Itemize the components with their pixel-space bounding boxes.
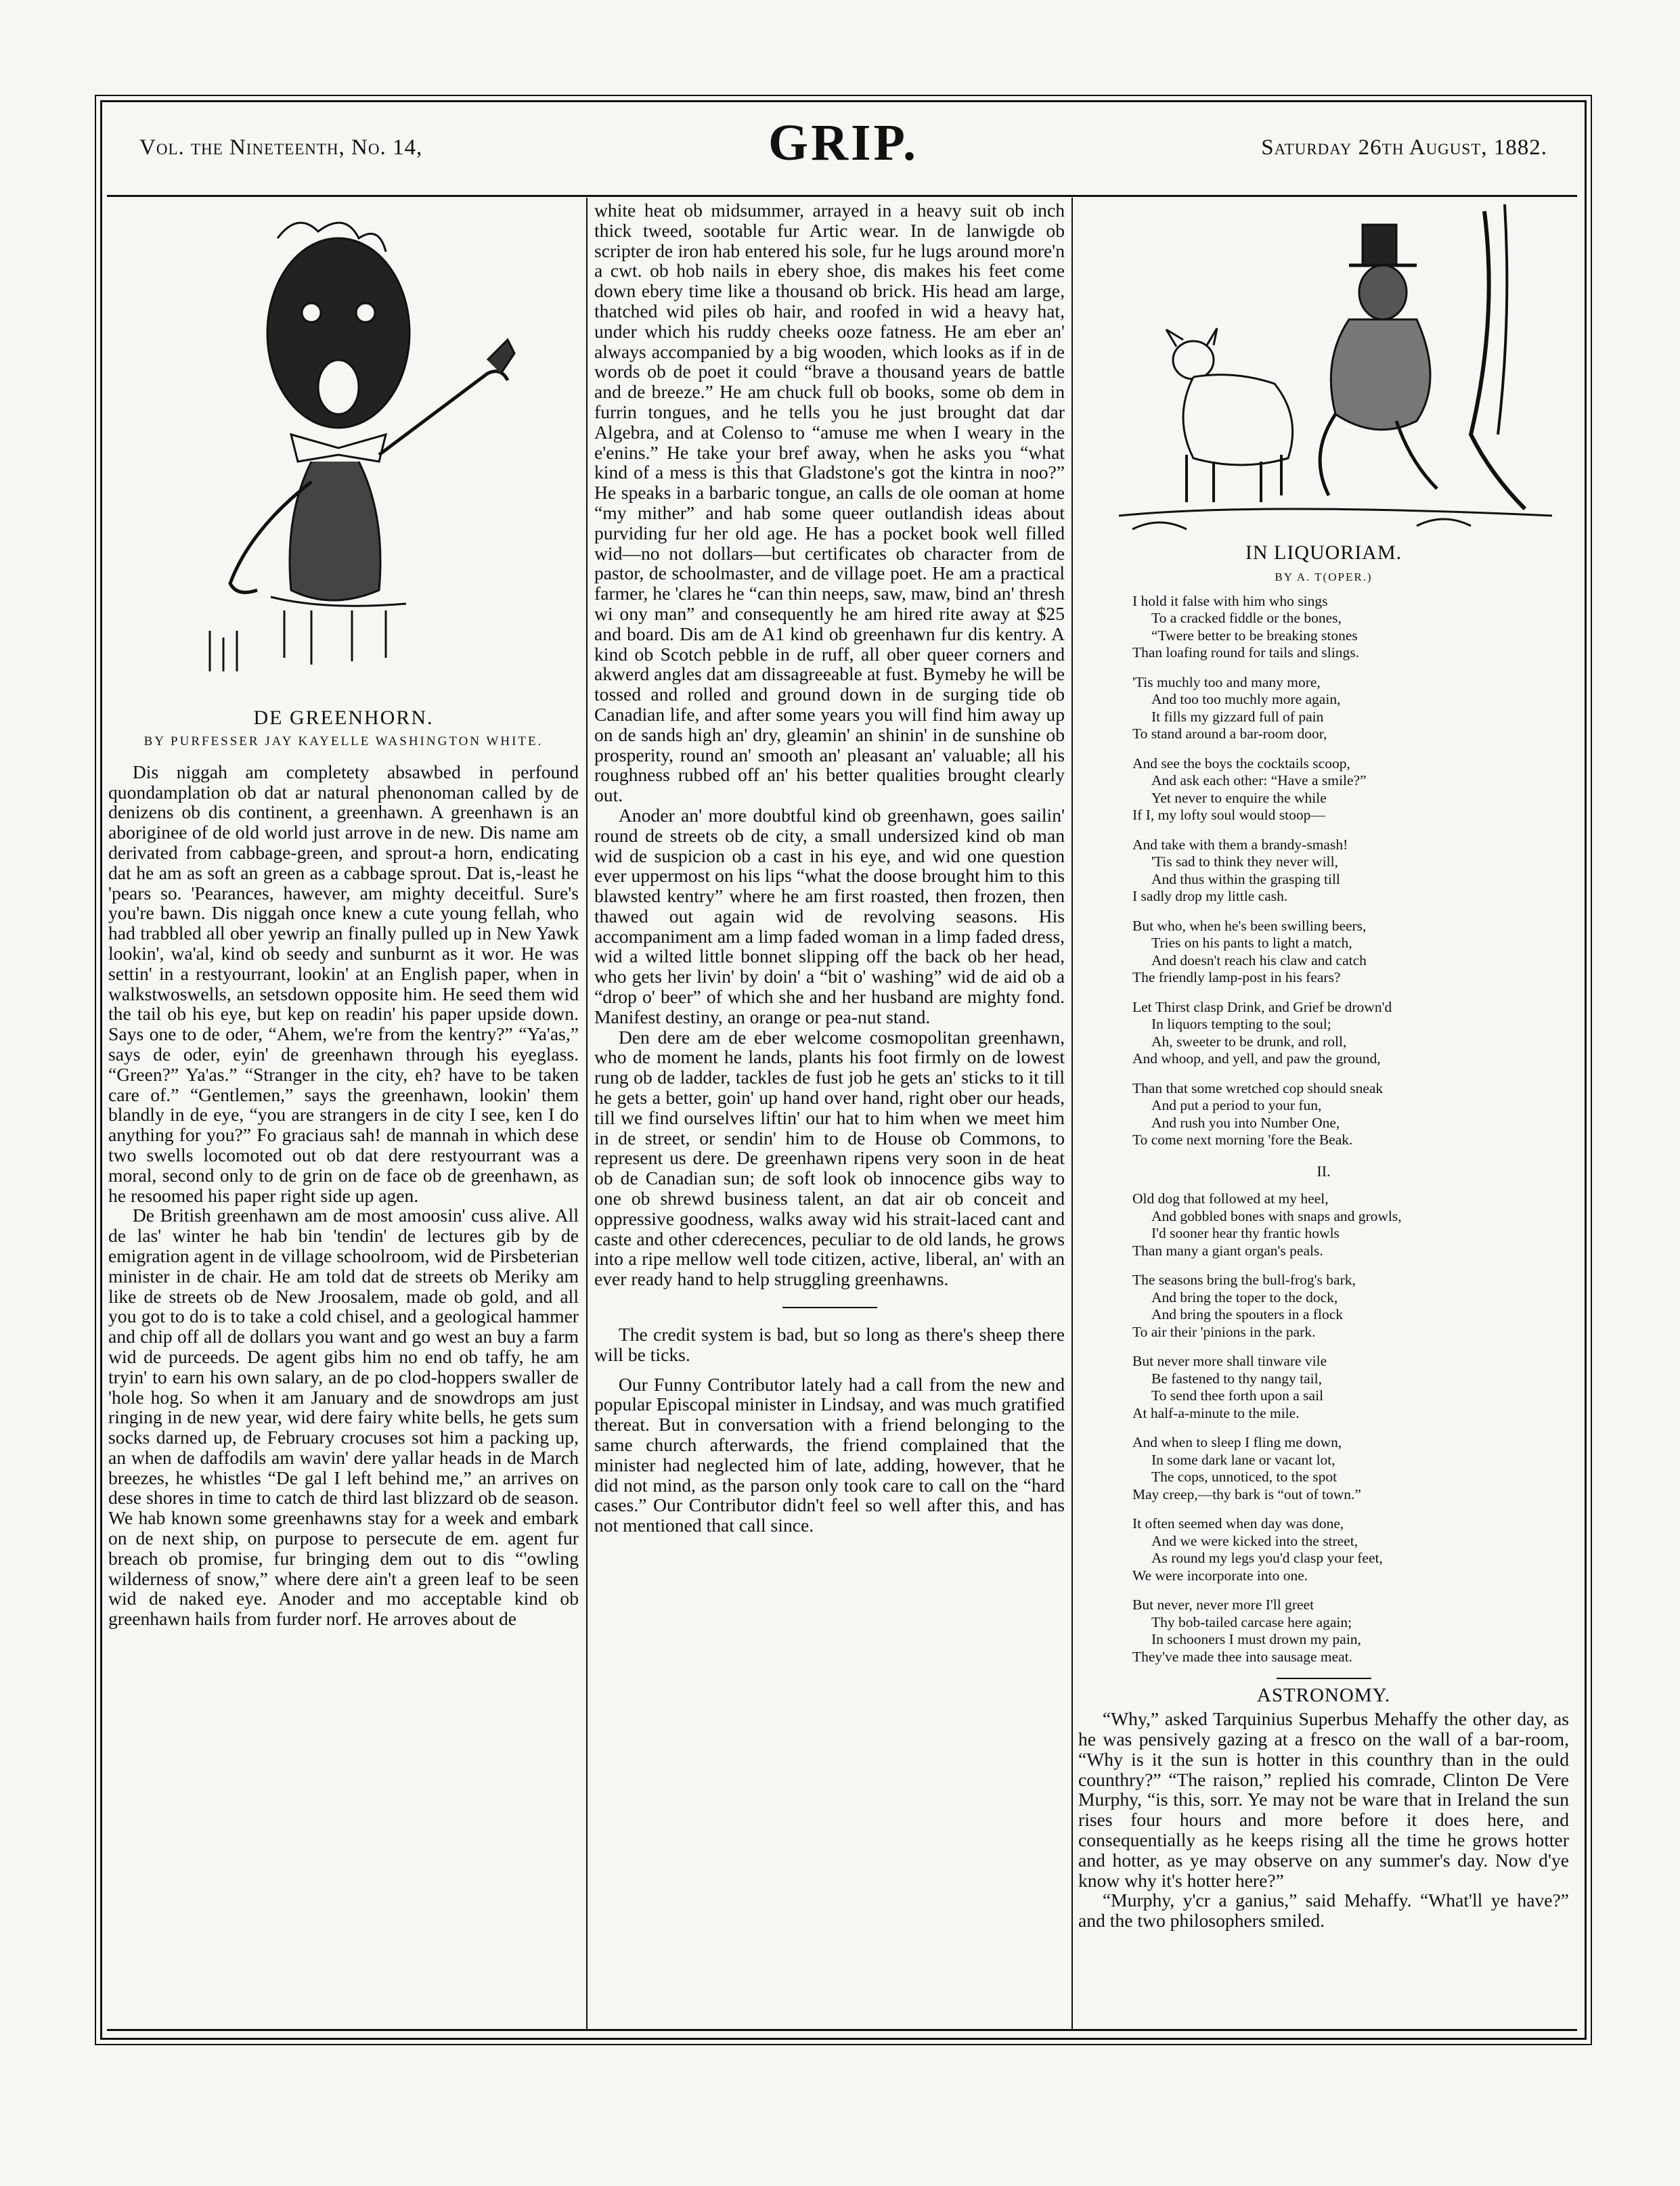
- article-paragraph: “Murphy, y'cr a ganius,” said Mehaffy. “What'll ye have?” and the two philosophers smiled.: [1078, 1890, 1569, 1932]
- poem-line: 'Tis muchly too and many more,: [1132, 673, 1321, 690]
- poem-line: In some dark lane or vacant lot,: [1151, 1451, 1335, 1468]
- poem-line: And put a period to your fun,: [1151, 1097, 1322, 1114]
- poem-line: And doesn't reach his claw and catch: [1151, 952, 1367, 968]
- poem-line: And whoop, and yell, and paw the ground,: [1132, 1050, 1381, 1067]
- poem-line: And too too muchly more again,: [1151, 691, 1341, 708]
- article-paragraph: “Why,” asked Tarquinius Superbus Mehaffy the other day, as he was pensively gazing at a fresco on the wall of a bar-room, “Why is it the sun is hotter in this counthry than in the ould counthry?” “The raison,” replied his comrade, Clinton De Vere Murphy, “is this, sorr. Ye may not be ware that in Ireland the sun rises four hours and more before it does here, and consequentially as he keeps rising all the time he grows hotter and hotter, as ye may observe on any summer's day. Now d'ye know why it's hotter here?”: [1078, 1708, 1569, 1891]
- column-1: [108, 198, 579, 1629]
- poem-stanza: [1132, 1080, 1569, 1149]
- poem-line: And rush you into Number One,: [1151, 1114, 1340, 1131]
- poem-stanza: [1132, 1597, 1569, 1666]
- poem-line: And take with them a brandy-smash!: [1132, 836, 1348, 853]
- poem-stanza: [1132, 593, 1569, 662]
- poem-byline: BY A. T(OPER.): [1275, 570, 1373, 583]
- poem-line: And when to sleep I fling me down,: [1132, 1434, 1342, 1451]
- poem-part-2: [1132, 1190, 1569, 1666]
- poem-line: To send thee forth upon a sail: [1151, 1387, 1324, 1404]
- poem-line: Old dog that followed at my heel,: [1132, 1190, 1329, 1207]
- poem-line: The friendly lamp-post in his fears?: [1132, 969, 1341, 986]
- poem-line: At half-a-minute to the mile.: [1132, 1404, 1300, 1421]
- article-byline: BY PURFESSER JAY KAYELLE WASHINGTON WHITE.: [143, 734, 544, 749]
- article-headline: DE GREENHORN.: [253, 707, 434, 729]
- poem-line: But who, when he's been swilling beers,: [1132, 917, 1367, 934]
- poem-line: But never more shall tinware vile: [1132, 1353, 1327, 1370]
- poem-stanza: [1132, 1434, 1569, 1503]
- poem-line: “Twere better to be breaking stones: [1151, 627, 1358, 644]
- poem-line: As round my legs you'd clasp your feet,: [1151, 1550, 1383, 1567]
- section-divider: [782, 1307, 877, 1308]
- article-paragraph: Anoder an' more doubtful kind ob greenhawn, goes sailin' round de streets ob de city, a small undersized kind ob man wid de suspicion ob a cast in his eye, and wid one question ever uppermost on his lips “what the doose brought him to this blawsted kentry” where he am first roasted, then frozen, then thawed out again wid de revolving seasons. His accompaniment am a limp faded woman in a limp faded dress, wid a wilted little bonnet slipping off the back ob her head, who gets her livin' by doin' a “bit o' washing” wid de aid ob a “drop o' beer” of which she and her husband are mighty fond. Manifest destiny, an orange or pea-nut stand.: [594, 804, 1065, 1027]
- poem-line: Ah, sweeter to be drunk, and roll,: [1151, 1033, 1347, 1050]
- poem-line: To stand around a bar-room door,: [1132, 726, 1327, 742]
- section-divider: [1277, 1678, 1371, 1679]
- article-paragraph: Den dere am de eber welcome cosmopolitan greenhawn, who de moment he lands, plants his foot firmly on de lowest rung ob de ladder, tackles de fust job he gets an' sticks to it till he gets a better, goin' up hand over hand, right ober our heads, till we find ourselves liftin' our hat to him when we meet him in de street, or sendin' him to de House ob Commons, to represent us dere. De greenhawn ripens very soon in de heat ob de Canadian sun; de soft look ob innocence gibs way to one ob shrewd business talent, an dat air ob conceit and oppressive goodness, walks away wid his strait-laced cant and caste and other cderecences, peculiar to de old lands, he grows into a ripe mellow well tode citizen, active, liberal, an' with an ever ready hand to help struggling greenhawns.: [594, 1026, 1065, 1290]
- article-paragraph: Dis niggah am completety absawbed in perfound quondamplation ob dat ar natural phenonoman called by de denizens ob dis continent, a greenhawn. A greenhawn is an aboriginee of de old world just arrove in de new. Dis name am derivated from cabbage-green, and sprout-a horn, endicating dat he am as soft an green as a cabbage sprout. Dat is,-least he 'pears so. 'Pearances, hawever, am mighty deceitful. Sure's you're bawn. Dis niggah once knew a cute young fellah, who had trabbled all ober yewrip an finally pulled up in New Yawk lookin', wa'al, kind ob seedy and sunburnt as it wor. He was settin' in a restyourrant, lookin' at an English paper, when in walkstwoswells, an setsdown opposite him. He seed them wid the tail ob his eye, but kep on readin' his paper upside down. Says one to de oder, “Ahem, we're from the kentry?” “Ya'as,” says de oder, eyin' de greenhawn through his eyeglass. “Green?” Ya'as.” “Stranger in the city, eh? have to be taken care of.” “Gentlemen,” says the greenhawn, lookin' them blandly in de eye, “you are strangers in de city I see, ken I do anything for you?” Fo graciaus sah! de mannah in which dese two swells locomoted out ob dat dere restyourrant was a moral, second only to de grin on de face ob de greenhawn, as he resoomed his paper right side up agen.: [108, 761, 579, 1206]
- poem-stanza: [1132, 1190, 1569, 1259]
- poem-part-1: [1132, 593, 1569, 1149]
- column-rule-2: [1071, 198, 1073, 2029]
- poem-line: They've made thee into sausage meat.: [1132, 1648, 1353, 1665]
- poem-stanza: [1132, 755, 1569, 824]
- poem-line: Tries on his pants to light a match,: [1151, 935, 1352, 952]
- poem-line: Than many a giant organ's peals.: [1132, 1242, 1323, 1259]
- article-paragraph: De British greenhawn am de most amoosin' cuss alive. All de las' winter he hab bin 'tendin' de lectures gib by de emigration agent in de village schoolroom, wid de Pirsbeterian minister in de chair. He am told dat de streets ob Meriky am like de streets ob de New Jroosalem, made ob gold, and all you got to do is to take a cold chisel, and a geological hammer and chip off all de dollars you want and go west an buy a farm wid de purceeds. De agent gibs him no end ob taffy, he am tryin' to earn his own salary, an de po clod-hoppers swaller de 'hole hog. So when it am January and de snowdrops am just ringing in de new year, wid dere fairy white bells, he gets sum socks darned up, de February crocuses sot him a packing up, an when de daffodils am wavin' dere yallar heads in de March breezes, he whistles “De gal I left behind me,” an arrives on dese shores in time to catch de third last blizzard ob de season. We hab known some greenhawns stay for a week and embark on de next ship, on purpose to persecute de em. agent fur breach ob promise, fur bringing dem out to dis “'owling wilderness of snow,” where dere ain't a green leaf to be seen wid de naked eye. Anoder and mo acceptable kind ob greenhawn hails from furder norf. He arroves about de: [108, 1205, 579, 1630]
- poem-line: May creep,—thy bark is “out of town.”: [1132, 1486, 1361, 1502]
- poem-line: We were incorporate into one.: [1132, 1567, 1308, 1584]
- masthead: [100, 108, 1587, 196]
- poem-stanza: [1132, 918, 1569, 987]
- poem-line: To a cracked fiddle or the bones,: [1151, 610, 1342, 627]
- article-paragraph: white heat ob midsummer, arrayed in a heavy suit ob inch thick tweed, sootable fur Artic wear. In de lanwigde ob scripter de iron hab entered his sole, fur he lugs around more'n a cwt. ob hob nails in ebery shoe, dis makes his feet come down ebery time like a thousand ob brick. His head am large, thatched wid piles ob hair, and roofed in wid a heavy hat, under which his ruddy cheeks ooze fatness. He am eber an' always accompanied by a big wooden, which looks as if in de words ob de poet it could “brave a thousand years de battle and de breeze.” He am chuck full ob books, some ob dem in furrin tongues, and he tells you he just brought dat dar Algebra, and at Colenso to “amuse me when I weary in the e'enins.” He take your bref away, when he asks you “what kind of a mess is this that Gladstone's got the kintra in noo?” He speaks in a barbaric tongue, an calls de ole ooman at home “my mither” and hab some queer outlandish ideas about purviding fur her old age. He has a pocket book well filled wid—no not dollars—but certificates ob character from de pastor, de schoolmaster, and de village poet. He am a practical farmer, he 'clares he “can thin neeps, saw, maw, bind an' thresh wi ony man” and consequently he am hired rite away at $25 and board. Dis am de A1 kind ob greenhawn fur dis kentry. A kind ob Scotch pebble in de ruff, all ober queer corners and akwerd angles dat am dissagreeable at fust. Bymeby he will be tossed and rolled and ground down in de surging tide ob Canadian life, and after some years you will find him away up on de sands high an' dry, gleamin' an shinin' in de sunshine ob prosperity, round an' smooth an' pleasant an' valuable; all his roughness rubbed off an' his better qualities brought clearly out.: [594, 200, 1065, 806]
- paragraph-credit-system: The credit system is bad, but so long as there's sheep there will be ticks.: [594, 1324, 1065, 1365]
- poem-stanza: [1132, 1272, 1569, 1341]
- poem-line: And see the boys the cocktails scoop,: [1132, 755, 1350, 772]
- poem-line: And we were kicked into the street,: [1151, 1532, 1358, 1549]
- poem-stanza: [1132, 1353, 1569, 1422]
- poem-line: To come next morning 'fore the Beak.: [1132, 1132, 1353, 1148]
- poem-stanza: [1132, 674, 1569, 743]
- poem-line: The cops, unnoticed, to the spot: [1151, 1469, 1338, 1486]
- paragraph-funny-contributor: Our Funny Contributor lately had a call from the new and popular Episcopal minister in Lindsay, and was much gratified thereat. But in conversation with a friend belonging to the same church afterwards, the friend complained that the minister had neglected him of late, adding, however, that he did not mind, as the parson only took care to call on the “hard cases.” Our Contributor didn't feel so well after this, and has not mentioned that call since.: [594, 1373, 1065, 1536]
- masthead-rule: [107, 195, 1577, 197]
- poem-stanza: [1132, 1515, 1569, 1584]
- volume-number: Vol. the Nineteenth, No. 14,: [139, 135, 423, 160]
- dog-and-man-illustration: [1078, 198, 1569, 536]
- poem-line: It fills my gizzard full of pain: [1151, 708, 1324, 725]
- astronomy-headline: ASTRONOMY.: [1256, 1685, 1391, 1707]
- poem-line: 'Tis sad to think they never will,: [1151, 853, 1339, 870]
- poem-line: I'd sooner hear thy frantic howls: [1151, 1225, 1340, 1242]
- poem-line: And gobbled bones with snaps and growls,: [1151, 1207, 1402, 1224]
- bottom-rule: [107, 2029, 1577, 2031]
- newspaper-title: GRIP.: [768, 114, 919, 171]
- column-3: [1078, 198, 1569, 1931]
- poem-line: I sadly drop my little cash.: [1132, 888, 1288, 905]
- column-rule-1: [586, 198, 588, 2029]
- poem-part-numeral: II.: [1317, 1162, 1331, 1180]
- poem-line: The seasons bring the bull-frog's bark,: [1132, 1272, 1356, 1289]
- poem-line: Yet never to enquire the while: [1151, 789, 1327, 806]
- poem-line: And thus within the grasping till: [1151, 870, 1340, 887]
- poem-line: Than that some wretched cop should sneak: [1132, 1079, 1384, 1096]
- poem-line: And bring the toper to the dock,: [1151, 1289, 1338, 1306]
- column-2: [594, 200, 1065, 1536]
- poem-stanza: [1132, 999, 1569, 1068]
- poem-line: And bring the spouters in a flock: [1151, 1306, 1344, 1323]
- poem-title: IN LIQUORIAM.: [1245, 541, 1402, 564]
- poem-line: Be fastened to thy nangy tail,: [1151, 1370, 1322, 1387]
- poem-line: And ask each other: “Have a smile?”: [1151, 772, 1367, 789]
- greenhorn-cartoon-illustration: [108, 198, 579, 698]
- poem-line: To air their 'pinions in the park.: [1132, 1323, 1316, 1340]
- poem-line: Than loafing round for tails and slings.: [1132, 644, 1359, 661]
- poem-line: Let Thirst clasp Drink, and Grief be drown'd: [1132, 998, 1392, 1015]
- poem-line: But never, never more I'll greet: [1132, 1597, 1314, 1613]
- poem-line: Thy bob-tailed carcase here again;: [1151, 1613, 1352, 1630]
- poem-line: If I, my lofty soul would stoop—: [1132, 807, 1325, 824]
- issue-date: Saturday 26th August, 1882.: [1261, 135, 1547, 160]
- poem-line: In schooners I must drown my pain,: [1151, 1631, 1361, 1648]
- poem-line: In liquors tempting to the soul;: [1151, 1016, 1331, 1033]
- poem-stanza: [1132, 837, 1569, 906]
- poem-line: It often seemed when day was done,: [1132, 1515, 1344, 1532]
- poem-line: I hold it false with him who sings: [1132, 592, 1328, 609]
